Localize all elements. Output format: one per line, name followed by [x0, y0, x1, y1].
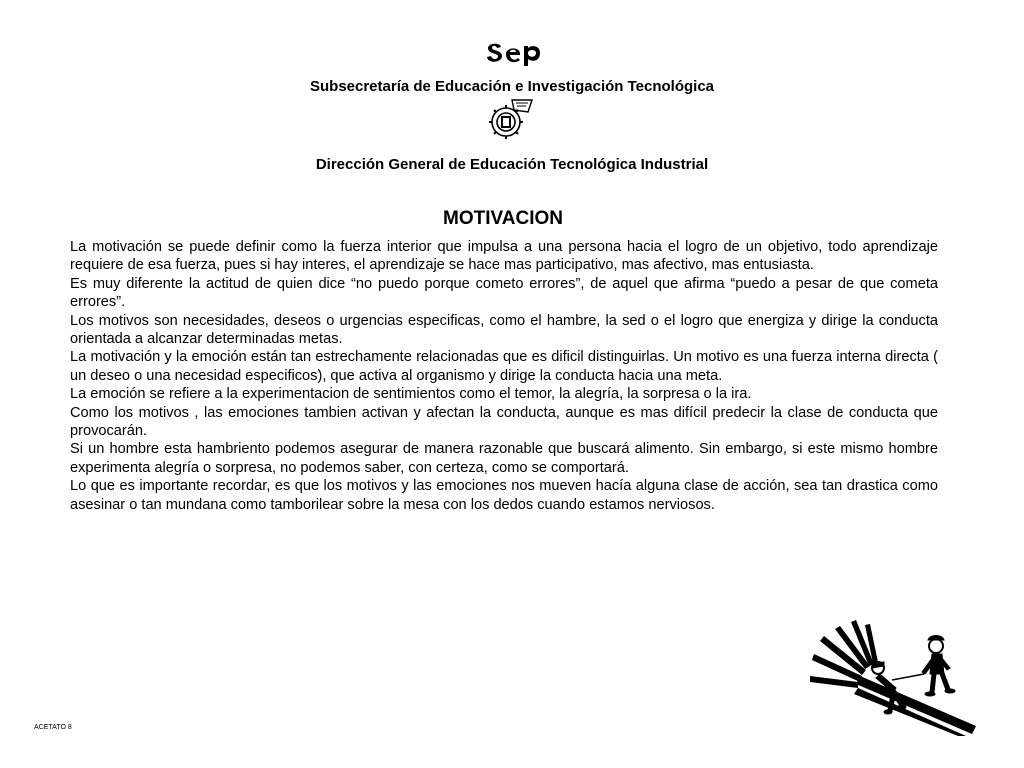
direccion-heading: Dirección General de Educación Tecnológica Industrial — [315, 156, 709, 173]
subsecretaria-heading: Subsecretaría de Educación e Investigación Tecnológica — [309, 78, 715, 95]
dgeti-seal-icon — [484, 96, 536, 142]
child-pulling-figure-icon — [808, 618, 976, 736]
paragraph-conclusion: Lo que es importante recordar, es que los motivos y las emociones nos mueven hacía alguna clase de acción, sea tan drastica como asesinar o tan mundana como tamborilear sobre la mesa con los dedos cuando estamos nerviosos. — [70, 478, 938, 513]
paragraph-emotions-conduct: Como los motivos , las emociones tambien activan y afectan la conducta, aunque es mas difícil predecir la clase de conducta que provocarán. — [70, 404, 938, 440]
paragraph-motivation-definition: La motivación se puede definir como la fuerza interior que impulsa a una persona hacia el logro de un objetivo, todo aprendizaje requiere de esa fuerza, pues si hay interes, el aprendizaje se hace mas participativo, mas afectivo, mas entusiasta. — [70, 239, 938, 274]
document-body — [70, 238, 938, 514]
paragraph-motives: Los motivos son necesidades, deseos o urgencias especificas, como el hambre, la sed o el logro que energiza y dirige la conducta orientada a alcanzar determinadas metas. — [70, 312, 938, 348]
sep-logo — [484, 40, 548, 66]
paragraph-attitude: Es muy diferente la actitud de quien dice “no puedo porque cometo errores”, de aquel que afirma “puedo a pesar de que cometa errores”. — [70, 275, 938, 311]
paragraph-hungry-man: Si un hombre esta hambriento podemos asegurar de manera razonable que buscará alimento. Sin embargo, si este mismo hombre experimenta alegría o sorpresa, no podemos saber, con certeza, como se comportará. — [70, 441, 938, 476]
document-title: MOTIVACION — [443, 208, 563, 229]
slide-code: ACETATO 8 — [34, 724, 72, 731]
paragraph-emotion-definition: La emoción se refiere a la experimentacion de sentimientos como el temor, la alegría, la sorpresa o la ira. — [70, 386, 752, 403]
sep-logo-letters — [487, 44, 540, 66]
paragraph-motivation-emotion: La motivación y la emoción están tan estrechamente relacionadas que es dificil distinguirlas. Un motivo es una fuerza interna directa ( un deseo o una necesidad especificos), que activa al organismo y dirige la conducta hacia una meta. — [70, 349, 938, 384]
